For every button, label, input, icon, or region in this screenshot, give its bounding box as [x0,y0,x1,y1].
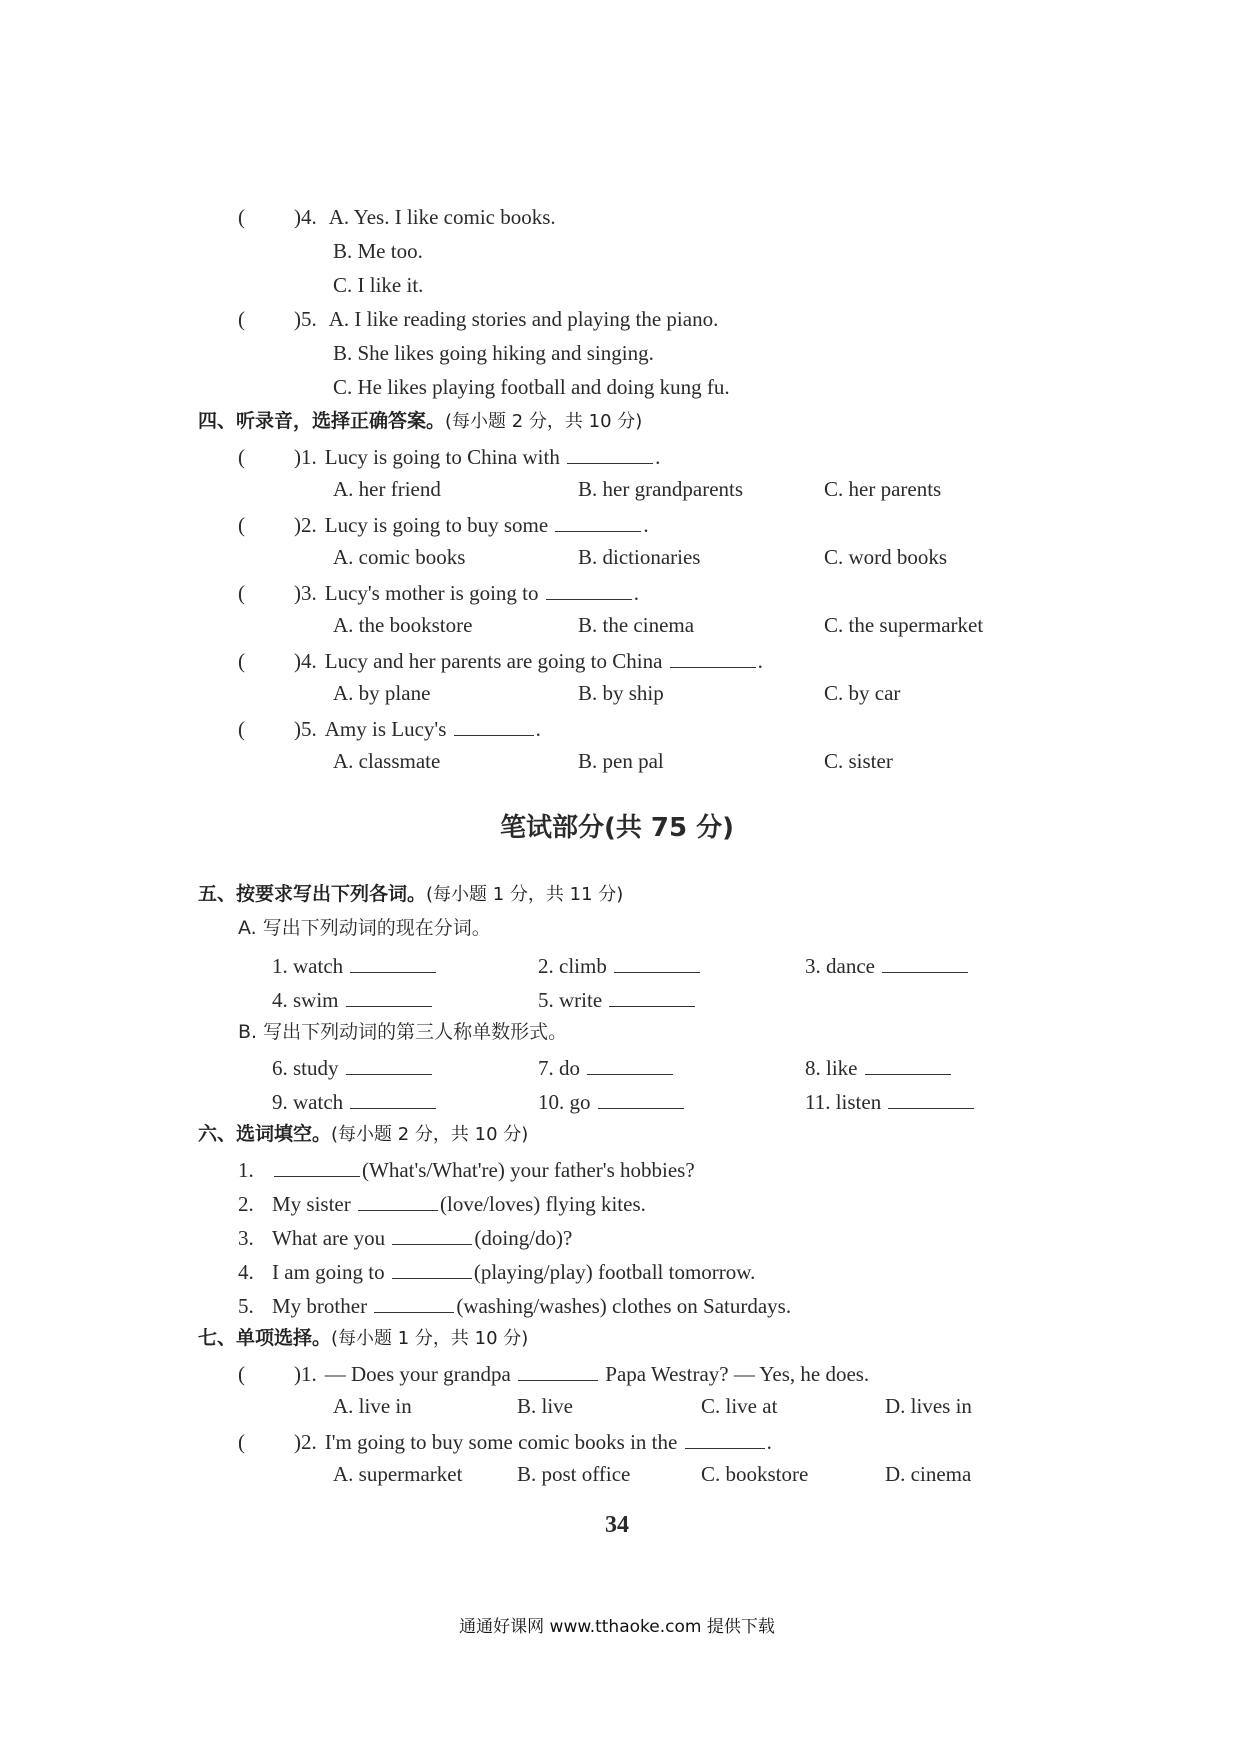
answer-blank[interactable] [567,441,653,464]
q4-1-stem: ( )1. Lucy is going to China with . [238,441,660,469]
word-item-3: 3. dance [805,950,970,980]
mc-2-option-a: A. supermarket [333,1462,463,1486]
q4-4-option-a: A. by plane [333,681,431,705]
section-4-heading: 四、听录音，选择正确答案。(每小题 2 分，共 10 分) [198,410,643,432]
written-part-title: 笔试部分(共 75 分) [499,813,735,843]
q4-3-option-a: A. the bookstore [333,613,473,637]
answer-blank[interactable] [685,1426,765,1449]
answer-paren: ( [238,307,245,331]
answer-paren: ( [238,205,245,229]
q4-3-stem: ( )3. Lucy's mother is going to . [238,577,639,605]
q3-4-stem: ( )4. A. Yes. I like comic books. [238,205,556,229]
answer-blank[interactable] [888,1086,974,1109]
answer-blank[interactable] [346,984,432,1007]
answer-blank[interactable] [587,1052,673,1075]
answer-blank[interactable] [555,509,641,532]
q4-4-option-b: B. by ship [578,681,664,705]
answer-blank[interactable] [350,1086,436,1109]
section-6-heading: 六、选词填空。(每小题 2 分，共 10 分) [198,1123,529,1145]
q4-1-option-b: B. her grandparents [578,477,744,501]
mc-1-option-c: C. live at [701,1394,778,1418]
answer-blank[interactable] [374,1290,454,1313]
section-5-b-title: B. 写出下列动词的第三人称单数形式。 [238,1021,568,1043]
page-number: 34 [605,1512,629,1538]
answer-blank[interactable] [454,713,534,736]
section-5-a-title: A. 写出下列动词的现在分词。 [238,917,491,939]
mc-2-option-d: D. cinema [885,1462,972,1486]
answer-blank[interactable] [350,950,436,973]
mc-2-option-b: B. post office [517,1462,631,1486]
answer-blank[interactable] [358,1188,438,1211]
word-item-5: 5. write [538,984,697,1014]
q4-2-option-b: B. dictionaries [578,545,701,569]
mc-1-option-b: B. live [517,1394,573,1418]
option-a: A. Yes. I like comic books. [328,205,556,229]
answer-blank[interactable] [670,645,756,668]
answer-blank[interactable] [609,984,695,1007]
fill-item-3: 3. What are you (doing/do)? [238,1222,572,1250]
mc-1-option-a: A. live in [333,1394,412,1418]
q4-4-stem: ( )4. Lucy and her parents are going to China . [238,645,763,673]
fill-item-2: 2. My sister (love/loves) flying kites. [238,1188,646,1216]
answer-blank[interactable] [614,950,700,973]
option-a: A. I like reading stories and playing the piano. [328,307,719,331]
word-item-2: 2. climb [538,950,702,980]
mc-1-stem: ( )1. — Does your grandpa Papa Westray? — Yes, he does. [238,1358,869,1386]
word-item-10: 10. go [538,1086,686,1116]
word-item-6: 6. study [272,1052,434,1082]
q4-1-option-c: C. her parents [824,477,942,501]
word-item-11: 11. listen [805,1086,976,1116]
mc-1-option-d: D. lives in [885,1394,972,1418]
q3-4-option-b: B. Me too. [333,239,423,263]
q3-5-option-b: B. She likes going hiking and singing. [333,341,654,365]
q4-2-stem: ( )2. Lucy is going to buy some . [238,509,649,537]
q4-5-stem: ( )5. Amy is Lucy's . [238,713,541,741]
q4-5-option-a: A. classmate [333,749,441,773]
q4-2-option-a: A. comic books [333,545,466,569]
footer-credit: 通通好课网 www.tthaoke.com 提供下载 [459,1617,775,1637]
answer-blank[interactable] [392,1256,472,1279]
mc-2-stem: ( )2. I'm going to buy some comic books in the . [238,1426,772,1454]
q3-4-option-c: C. I like it. [333,273,424,297]
word-item-8: 8. like [805,1052,953,1082]
answer-blank[interactable] [598,1086,684,1109]
word-item-1: 1. watch [272,950,438,980]
answer-blank[interactable] [392,1222,472,1245]
answer-blank[interactable] [546,577,632,600]
q4-4-option-c: C. by car [824,681,901,705]
word-item-7: 7. do [538,1052,675,1082]
section-5-heading: 五、按要求写出下列各词。(每小题 1 分，共 11 分) [198,883,624,905]
q4-2-option-c: C. word books [824,545,948,569]
answer-blank[interactable] [865,1052,951,1075]
word-item-9: 9. watch [272,1086,438,1116]
q4-5-option-c: C. sister [824,749,893,773]
q4-3-option-c: C. the supermarket [824,613,984,637]
mc-2-option-c: C. bookstore [701,1462,809,1486]
q3-5-stem: ( )5. A. I like reading stories and playing the piano. [238,307,719,331]
fill-item-1: 1. (What's/What're) your father's hobbies? [238,1154,695,1182]
q3-5-option-c: C. He likes playing football and doing kung fu. [333,375,730,399]
q4-3-option-b: B. the cinema [578,613,695,637]
q4-5-option-b: B. pen pal [578,749,664,773]
answer-blank[interactable] [518,1358,598,1381]
fill-item-5: 5. My brother (washing/washes) clothes on Saturdays. [238,1290,791,1318]
answer-blank[interactable] [346,1052,432,1075]
section-7-heading: 七、单项选择。(每小题 1 分，共 10 分) [198,1327,529,1349]
q4-1-option-a: A. her friend [333,477,441,501]
answer-blank[interactable] [882,950,968,973]
word-item-4: 4. swim [272,984,434,1014]
fill-item-4: 4. I am going to (playing/play) football tomorrow. [238,1256,755,1284]
answer-blank[interactable] [274,1154,360,1177]
